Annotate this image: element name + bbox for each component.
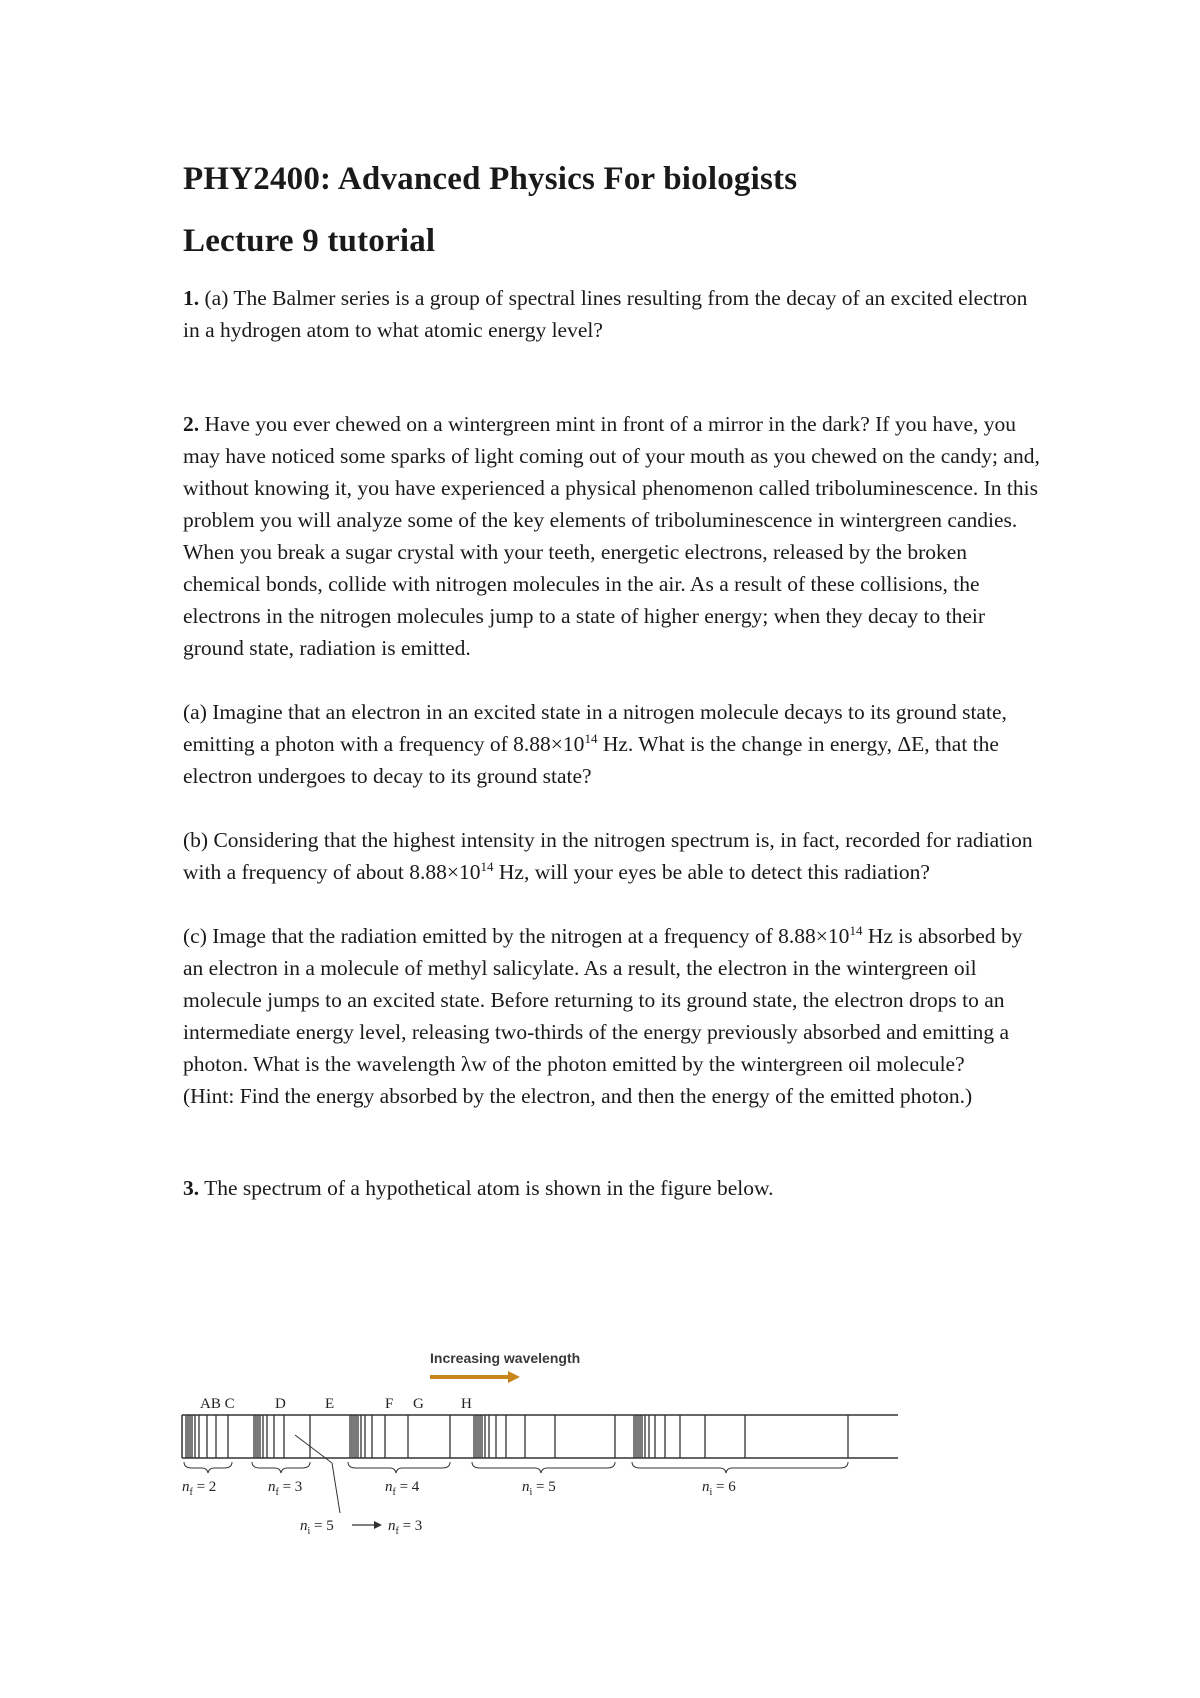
brace-ni5: [472, 1462, 615, 1473]
question-2-intro-text: Have you ever chewed on a wintergreen mint in front of a mirror in the dark? If you have, you may have noticed some sparks of light coming out of your mouth as you chewed on the candy; and, without knowing it, you have experienced a physical phenomenon called triboluminescence. In this problem you will analyze some of the key elements of triboluminescence in wintergreen candies. When you break a sugar crystal with your teeth, energetic electrons, released by the broken chemical bonds, collide with nitrogen molecules in the air. As a result of these collisions, the electrons in the nitrogen molecules jump to a state of higher energy; when they decay to their ground state, radiation is emitted.: [183, 412, 1040, 660]
spectrum-diagram: [180, 1345, 900, 1545]
line-label-f: F: [385, 1396, 394, 1412]
question-2b-pre: (b) Considering that the highest intensity in the nitrogen spectrum is, in fact, recorded for radiation with a frequency of about 8.88×10: [183, 828, 1033, 884]
line-label-e: E: [325, 1396, 335, 1412]
line-label-abc: AB C: [200, 1396, 235, 1412]
question-1: [183, 282, 1043, 346]
question-2c-pre: (c) Image that the radiation emitted by the nitrogen at a frequency of 8.88×10: [183, 924, 850, 948]
question-2c: [183, 920, 1043, 1080]
brace-nf2: [184, 1462, 232, 1473]
question-1-text: (a) The Balmer series is a group of spectral lines resulting from the decay of an excited electron in a hydrogen atom to what atomic energy level?: [183, 286, 1028, 342]
question-3-number: 3.: [183, 1176, 200, 1200]
line-label-h: H: [461, 1396, 472, 1412]
transition-final-label: $n_f = 3$: [388, 1518, 423, 1537]
spectrum-strip: [182, 1415, 898, 1458]
increasing-wavelength-label: Increasing wavelength: [430, 1350, 581, 1366]
document-page: [183, 148, 1043, 1204]
question-2a-exponent: 14: [584, 731, 598, 746]
series-label-ni6: $n_i = 6$: [702, 1479, 736, 1498]
transition-label: $n_i = 5$: [300, 1518, 334, 1537]
question-2a: [183, 696, 1043, 792]
question-2-intro: [183, 408, 1043, 664]
question-2a-post: Hz. What is the change in energy, ΔE, that the electron undergoes to decay to its ground state?: [183, 732, 999, 788]
question-2b-exponent: 14: [480, 859, 494, 874]
transition-pointer-leader: [332, 1463, 340, 1513]
spectral-lines: [186, 1415, 848, 1458]
question-2b: [183, 824, 1043, 888]
series-label-nf3: $n_f = 3$: [268, 1479, 303, 1498]
series-label-ni5: $n_i = 5$: [522, 1479, 556, 1498]
series-label-nf4: $n_f = 4$: [385, 1479, 420, 1498]
question-2-hint: (Hint: Find the energy absorbed by the electron, and then the energy of the emitted photon.): [183, 1084, 973, 1108]
line-label-d: D: [275, 1396, 286, 1412]
question-3: [183, 1172, 1043, 1204]
series-label-nf2: $n_f = 2$: [182, 1479, 217, 1498]
question-2c-exponent: 14: [849, 923, 863, 938]
question-3-text: The spectrum of a hypothetical atom is shown in the figure below.: [199, 1176, 774, 1200]
brace-nf3: [252, 1462, 310, 1473]
brace-ni6: [632, 1462, 848, 1473]
series-braces: [184, 1462, 848, 1473]
course-title: PHY2400: Advanced Physics For biologists: [183, 161, 798, 197]
question-2c-post: Hz is absorbed by an electron in a molecule of methyl salicylate. As a result, the electron in the wintergreen oil molecule jumps to an excited state. Before returning to its ground state, the electron drops to an intermediate energy level, releasing two-thirds of the energy previously absorbed and emitting a photon. What is the wavelength λw of the photon emitted by the wintergreen oil molecule?: [183, 924, 1023, 1076]
spectrum-figure: [180, 1345, 900, 1545]
transition-pointer-line: [295, 1435, 332, 1463]
lecture-title: Lecture 9 tutorial: [183, 223, 436, 259]
question-2b-post: Hz, will your eyes be able to detect this radiation?: [493, 860, 930, 884]
question-1-number: 1.: [183, 286, 200, 310]
question-2a-pre: (a) Imagine that an electron in an excited state in a nitrogen molecule decays to its ground state, emitting a photon with a frequency of 8.88×10: [183, 700, 1007, 756]
brace-nf4: [348, 1462, 450, 1473]
wavelength-arrow-head: [508, 1371, 520, 1383]
question-2-number: 2.: [183, 412, 200, 436]
transition-arrow-head: [374, 1521, 382, 1529]
line-label-g: G: [413, 1396, 424, 1412]
